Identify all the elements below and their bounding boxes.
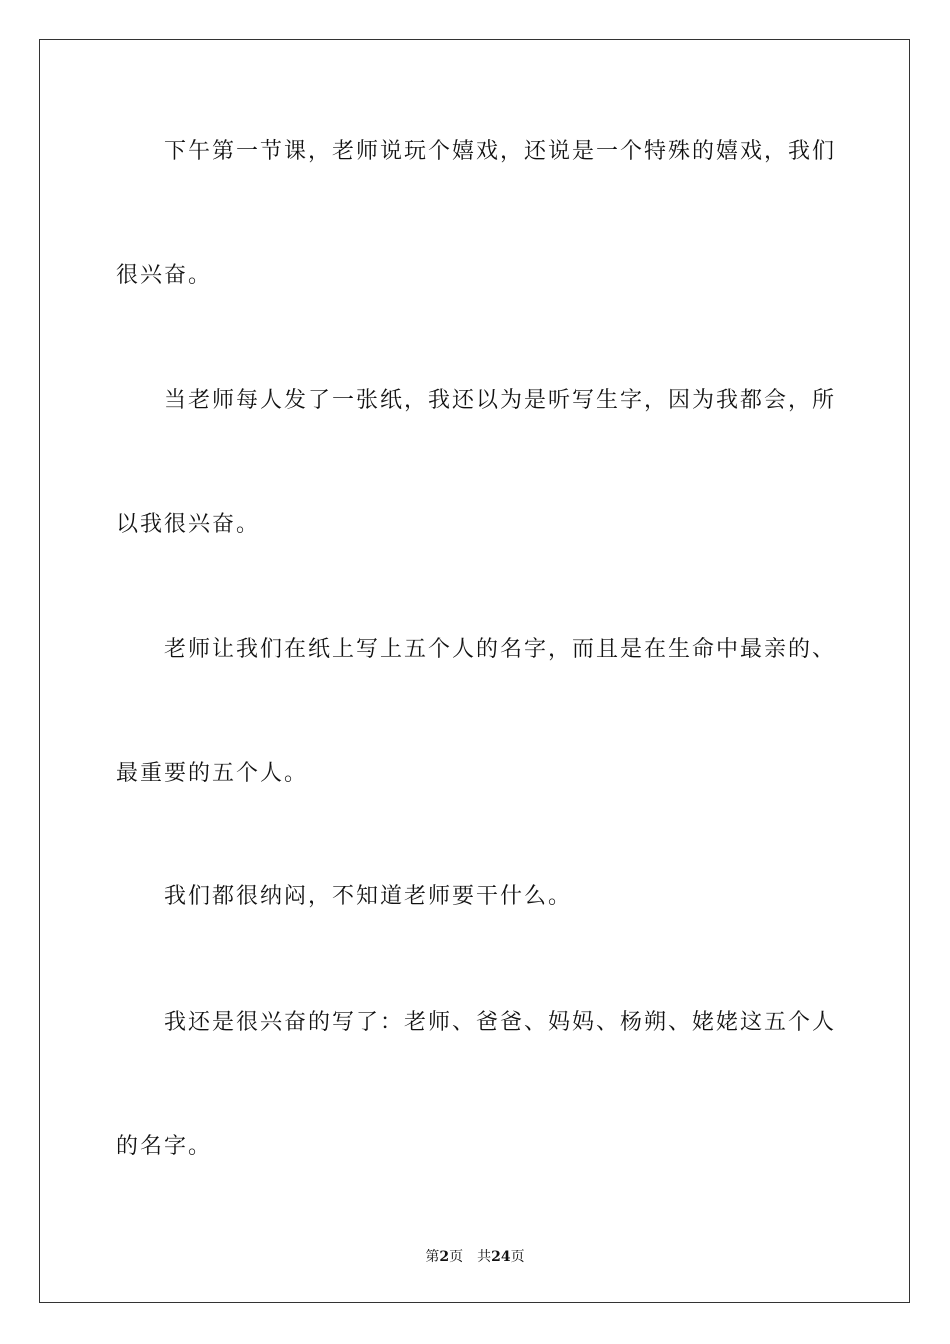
paragraph-3-line-1: 老师让我们在纸上写上五个人的名字，而且是在生命中最亲的、 (164, 637, 837, 662)
paragraph-2-line-1: 当老师每人发了一张纸，我还以为是听写生字，因为我都会，所 (164, 388, 837, 413)
paragraph-5-line-1: 我还是很兴奋的写了：老师、爸爸、妈妈、杨朔、姥姥这五个人 (164, 1010, 837, 1035)
paragraph-5-line-2: 的名字。 (116, 1134, 213, 1159)
page-label-suffix: 页 (449, 1249, 464, 1265)
total-pages: 24 (491, 1249, 511, 1265)
paragraph-1-line-2: 很兴奋。 (116, 263, 213, 288)
paragraph-2-line-2: 以我很兴奋。 (116, 512, 261, 537)
paragraph-4-line-1: 我们都很纳闷，不知道老师要干什么。 (164, 884, 573, 909)
paragraph-3-line-2: 最重要的五个人。 (116, 761, 309, 786)
page-number: 2 (439, 1249, 450, 1265)
total-label-prefix: 共 (477, 1249, 492, 1265)
total-label-suffix: 页 (510, 1249, 525, 1265)
page-label-prefix: 第 (425, 1249, 440, 1265)
page-footer (0, 1248, 950, 1266)
page-border (39, 39, 910, 1303)
paragraph-1-line-1: 下午第一节课，老师说玩个嬉戏，还说是一个特殊的嬉戏，我们 (164, 139, 837, 164)
